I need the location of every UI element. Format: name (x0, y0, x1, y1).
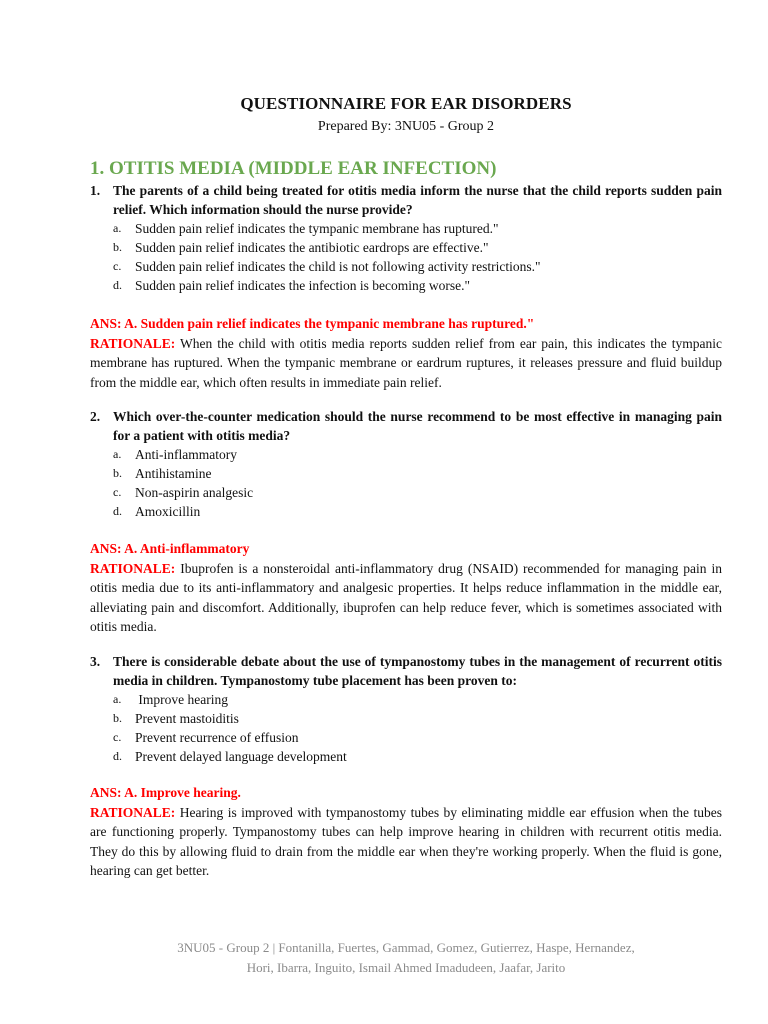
option-text: Sudden pain relief indicates the child is not following activity restrictions." (135, 259, 541, 274)
option-letter: b. (113, 711, 122, 725)
question-1 (90, 181, 722, 295)
option-text: Improve hearing (135, 692, 228, 707)
option-text: Amoxicillin (135, 504, 201, 519)
option-text: Sudden pain relief indicates the infection is becoming worse." (135, 278, 471, 293)
question-text: There is considerable debate about the use of tympanostomy tubes in the management of recurrent otitis media in children. Tympanostomy tube placement has been proven to: (113, 654, 722, 688)
document-page (90, 0, 722, 1024)
option-list (90, 445, 722, 521)
rationale (90, 803, 722, 881)
option-letter: a. (113, 447, 122, 461)
document-subtitle: Prepared By: 3NU05 - Group 2 (317, 119, 495, 134)
option-list (90, 219, 722, 295)
option-text: Prevent mastoiditis (135, 711, 239, 726)
question-number: 1. (90, 183, 101, 198)
option-text: Sudden pain relief indicates the tympanic membrane has ruptured." (135, 221, 499, 236)
option-letter: d. (113, 278, 122, 292)
rationale-label: RATIONALE: (90, 804, 176, 820)
option-item (113, 219, 722, 238)
option-letter: c. (113, 259, 122, 273)
rationale-text: When the child with otitis media reports sudden relief from ear pain, this indicates the tympanic membrane has ruptured. When the tympanic membrane or eardrum ruptures, it releases pressure and fluid buildup from the middle ear, which often results in immediate pain relief. (90, 335, 722, 390)
option-letter: a. (113, 692, 122, 706)
answer-block-3 (90, 783, 722, 881)
option-item (113, 276, 722, 295)
page-footer (90, 938, 722, 978)
option-letter: d. (113, 749, 122, 763)
footer-line-2: Hori, Ibarra, Inguito, Ismail Ahmed Imadudeen, Jaafar, Jarito (246, 960, 566, 975)
option-letter: c. (113, 730, 122, 744)
document-title: QUESTIONNAIRE FOR EAR DISORDERS (240, 94, 572, 113)
question-stem (90, 407, 722, 445)
option-text: Anti-inflammatory (135, 447, 237, 462)
option-item (113, 709, 722, 728)
option-letter: d. (113, 504, 122, 518)
option-text: Prevent recurrence of effusion (135, 730, 299, 745)
option-letter: b. (113, 466, 122, 480)
rationale-text: Ibuprofen is a nonsteroidal anti-inflammatory drug (NSAID) recommended for managing pain in otitis media due to its anti-inflammatory and analgesic properties. It helps reduce inflammation in the middle ear, alleviating pain and discomfort. Additionally, ibuprofen can help reduce fever, which is sometimes associated with otitis media. (90, 560, 722, 634)
answer-block-1 (90, 314, 722, 392)
question-text: Which over-the-counter medication should the nurse recommend to be most effective in managing pain for a patient with otitis media? (113, 409, 722, 443)
answer-line: ANS: A. Anti-inflammatory (90, 541, 250, 556)
answer-line: ANS: A. Sudden pain relief indicates the tympanic membrane has ruptured." (90, 316, 535, 331)
rationale (90, 334, 722, 393)
option-item (113, 445, 722, 464)
question-2 (90, 407, 722, 521)
option-item (113, 747, 722, 766)
option-text: Antihistamine (135, 466, 212, 481)
answer-line: ANS: A. Improve hearing. (90, 785, 241, 800)
question-3 (90, 652, 722, 766)
option-item (113, 728, 722, 747)
option-text: Sudden pain relief indicates the antibiotic eardrops are effective." (135, 240, 489, 255)
option-item (113, 483, 722, 502)
question-number: 3. (90, 654, 101, 669)
question-stem (90, 652, 722, 690)
footer-line-1: 3NU05 - Group 2 | Fontanilla, Fuertes, Gammad, Gomez, Gutierrez, Haspe, Hernandez, (177, 940, 635, 955)
question-text: The parents of a child being treated for otitis media inform the nurse that the child reports sudden pain relief. Which information should the nurse provide? (113, 183, 722, 217)
option-item (113, 238, 722, 257)
option-list (90, 690, 722, 766)
answer-block-2 (90, 539, 722, 637)
rationale (90, 559, 722, 637)
question-stem (90, 181, 722, 219)
option-letter: a. (113, 221, 122, 235)
option-item (113, 690, 722, 709)
option-item (113, 502, 722, 521)
option-letter: b. (113, 240, 122, 254)
option-item (113, 257, 722, 276)
option-item (113, 464, 722, 483)
section-heading: 1. OTITIS MEDIA (MIDDLE EAR INFECTION) (90, 158, 497, 179)
option-text: Non-aspirin analgesic (135, 485, 254, 500)
rationale-label: RATIONALE: (90, 560, 176, 576)
option-text: Prevent delayed language development (135, 749, 347, 764)
question-number: 2. (90, 409, 101, 424)
rationale-text: Hearing is improved with tympanostomy tubes by eliminating middle ear effusion when the tubes are functioning properly. Tympanostomy tubes can help improve hearing in children with recurrent otitis media. They do this by allowing fluid to drain from the middle ear when they're working properly. When the fluid is gone, hearing can get better. (90, 804, 723, 878)
option-letter: c. (113, 485, 122, 499)
rationale-label: RATIONALE: (90, 335, 176, 351)
